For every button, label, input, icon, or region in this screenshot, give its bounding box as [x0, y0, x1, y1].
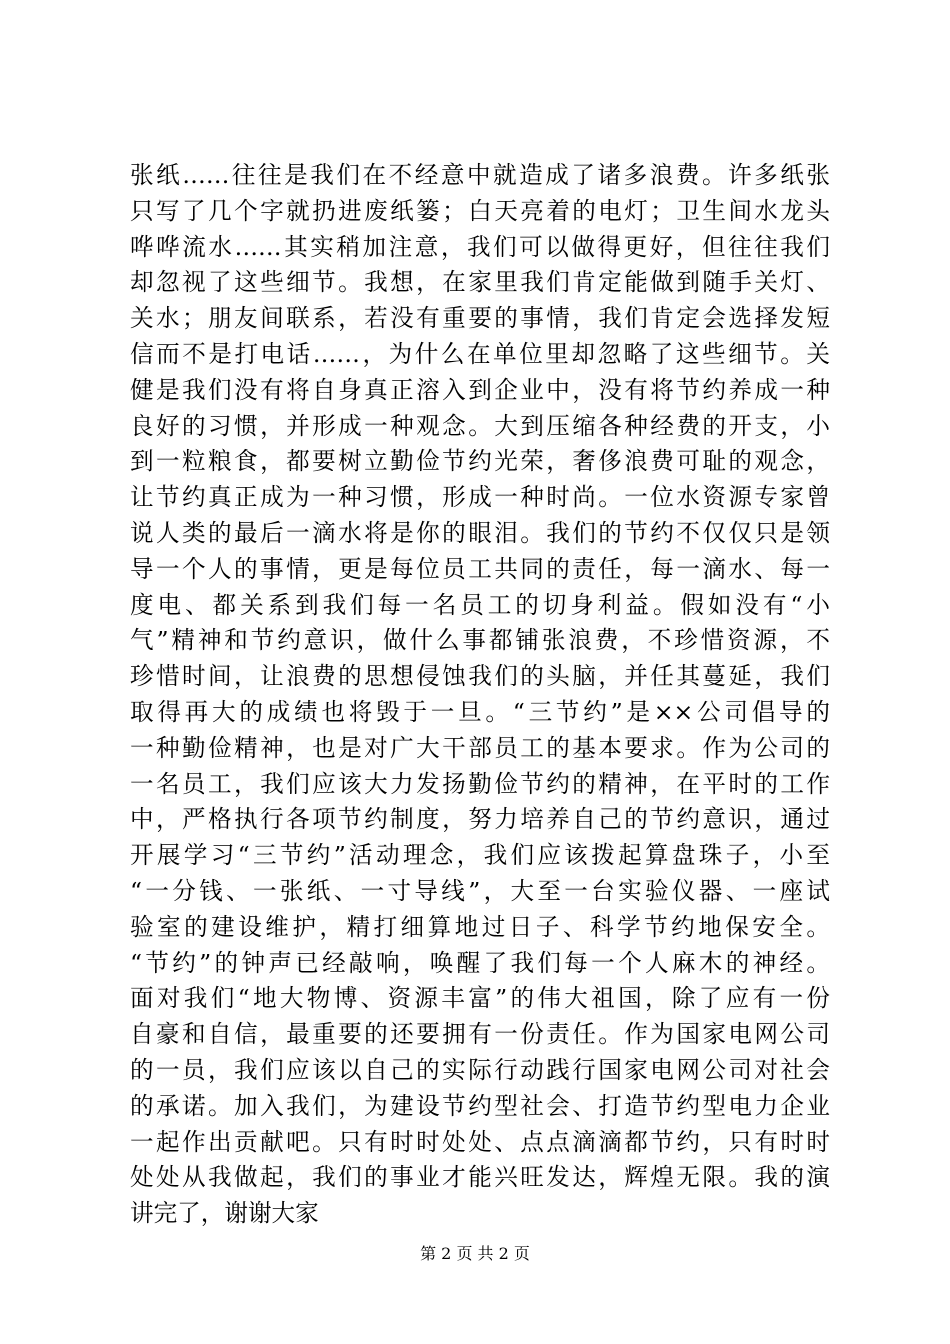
text-line: 关水；朋友间联系，若没有重要的事情，我们肯定会选择发短 [130, 304, 830, 333]
text-line: 中，严格执行各项节约制度，努力培养自己的节约意识，通过 [130, 805, 830, 834]
text-line: 张纸……往往是我们在不经意中就造成了诸多浪费。许多纸张 [130, 161, 830, 189]
text-line: 哗哗流水……其实稍加注意，我们可以做得更好，但往往我们 [130, 232, 830, 261]
text-line: 的承诺。加入我们，为建设节约型社会、打造节约型电力企业 [130, 1091, 830, 1120]
text-line: 健是我们没有将自身真正溶入到企业中，没有将节约养成一种 [130, 375, 830, 404]
text-line: 处处从我做起，我们的事业才能兴旺发达，辉煌无限。我的演 [130, 1163, 830, 1192]
text-line: 导一个人的事情，更是每位员工共同的责任，每一滴水、每一 [130, 554, 830, 583]
text-line: 让节约真正成为一种习惯，形成一种时尚。一位水资源专家曾 [130, 483, 830, 512]
text-line: 一种勤俭精神，也是对广大干部员工的基本要求。作为公司的 [130, 733, 830, 762]
text-line: 却忽视了这些细节。我想，在家里我们肯定能做到随手关灯、 [130, 268, 830, 297]
text-line: 开展学习“三节约”活动理念，我们应该拨起算盘珠子，小至 [130, 841, 830, 870]
text-line: 一起作出贡献吧。只有时时处处、点点滴滴都节约，只有时时 [130, 1127, 830, 1156]
text-line: 一名员工，我们应该大力发扬勤俭节约的精神，在平时的工作 [130, 769, 830, 798]
text-line: 验室的建设维护，精打细算地过日子、科学节约地保安全。 [130, 912, 830, 941]
page-footer: 第 2 页 共 2 页 [420, 1244, 530, 1263]
text-line: 珍惜时间，让浪费的思想侵蚀我们的头脑，并任其蔓延，我们 [130, 662, 830, 691]
text-line: 取得再大的成绩也将毁于一旦。“三节约”是××公司倡导的 [130, 697, 830, 726]
text-line: 的一员，我们应该以自己的实际行动践行国家电网公司对社会 [130, 1055, 830, 1084]
text-line: 气”精神和节约意识，做什么事都铺张浪费，不珍惜资源，不 [130, 626, 830, 655]
text-line: “一分钱、一张纸、一寸导线”，大至一台实验仪器、一座试 [130, 876, 830, 905]
text-line: 信而不是打电话……，为什么在单位里却忽略了这些细节。关 [130, 339, 830, 368]
text-line: 讲完了，谢谢大家 [130, 1199, 319, 1228]
text-line: 良好的习惯，并形成一种观念。大到压缩各种经费的开支，小 [130, 411, 830, 440]
text-line: 只写了几个字就扔进废纸篓；白天亮着的电灯；卫生间水龙头 [130, 196, 830, 225]
text-line: 说人类的最后一滴水将是你的眼泪。我们的节约不仅仅只是领 [130, 518, 830, 547]
text-line: 到一粒粮食，都要树立勤俭节约光荣，奢侈浪费可耻的观念， [130, 447, 830, 476]
speech-body-text [130, 158, 830, 1232]
text-line: 面对我们“地大物博、资源丰富”的伟大祖国，除了应有一份 [130, 984, 830, 1013]
text-line: 自豪和自信，最重要的还要拥有一份责任。作为国家电网公司 [130, 1020, 830, 1049]
text-line: “节约”的钟声已经敲响，唤醒了我们每一个人麻木的神经。 [130, 948, 830, 977]
text-line: 度电、都关系到我们每一名员工的切身利益。假如没有“小 [130, 590, 830, 619]
